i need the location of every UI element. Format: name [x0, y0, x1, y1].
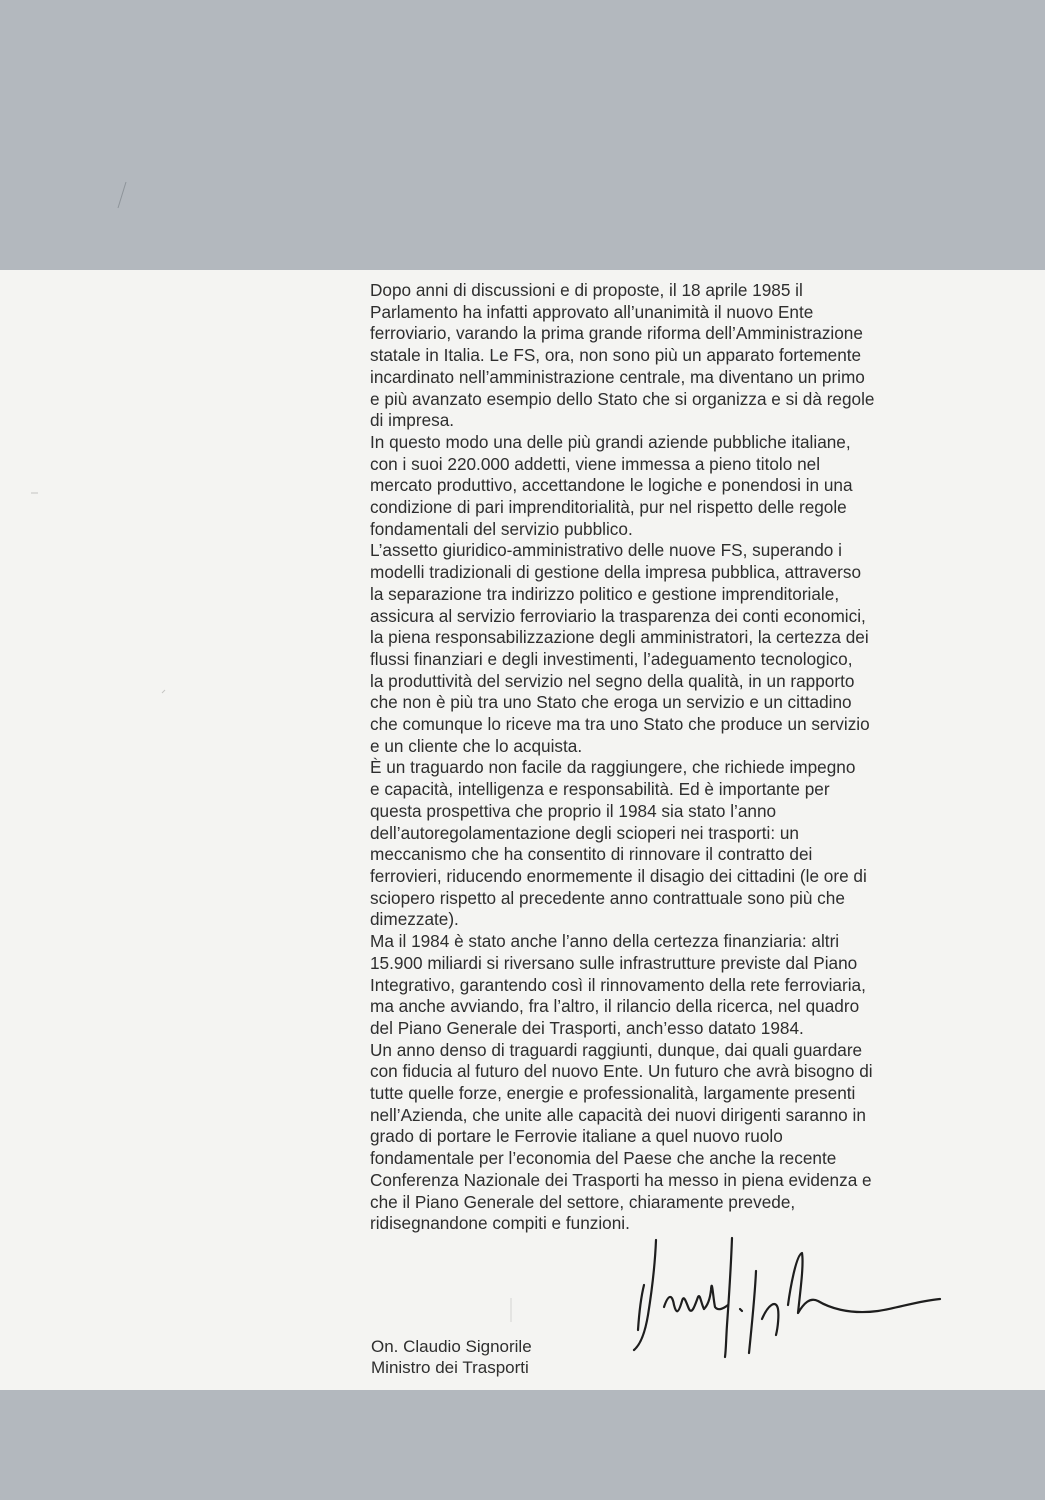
bottom-gray-band — [0, 1390, 1045, 1500]
signatory-name: On. Claudio Signorile — [371, 1337, 532, 1356]
handwritten-signature-icon — [628, 1235, 948, 1365]
scan-mark — [160, 688, 168, 696]
letter-paragraph: In questo modo una delle più grandi aziende pubbliche italiane, con i suoi 220.000 addetti, viene immessa a pieno titolo nel mercato produttivo, accettandone le logiche e ponendosi in una condizione di pari imprenditorialità, pur nel rispetto delle regole fondamentali del servizio pubblico. — [370, 431, 853, 539]
scan-mark — [112, 180, 132, 210]
top-gray-band — [0, 0, 1045, 270]
letter-paragraph: Un anno denso di traguardi raggiunti, dunque, dai quali guardare con fiducia al futuro del nuovo Ente. Un futuro che avrà bisogno di tutte quelle forze, energie e professionalità, largamente presenti nell’Azienda, che unite alle capacità dei nuovi dirigenti saranno in grado di portare le Ferrovie italiane a quel nuovo ruolo fondamentale per l’economia del Paese che anche la recente Conferenza Nazionale dei Trasporti ha messo in piena evidenza e che il Piano Generale del settore, chiaramente prevede, ridisegnandone compiti e funzioni. — [370, 1039, 873, 1234]
letter-paragraph: È un traguardo non facile da raggiungere, che richiede impegno e capacità, intelligenza e responsabilità. Ed è importante per questa prospettiva che proprio il 1984 sia stato l’anno dell’autoregolamentazione degli scioperi nei trasporti: un meccanismo che ha consentito di rinnovare il contratto dei ferrovieri, riducendo enormemente il disagio dei cittadini (le ore di sciopero rispetto al precedente anno contrattuale sono più che dimezzate). — [370, 757, 867, 930]
signatory-role: Ministro dei Trasporti — [371, 1358, 529, 1377]
scan-mark — [508, 1296, 514, 1324]
letter-body — [370, 280, 970, 1235]
letter-paragraph: Dopo anni di discussioni e di proposte, il 18 aprile 1985 il Parlamento ha infatti approvato all’unanimità il nuovo Ente ferroviario, varando la prima grande riforma dell’Amministrazione statale in Italia. Le FS, ora, non sono più un apparato fortemente incardinato nell’amministrazione centrale, ma diventano un primo e più avanzato esempio dello Stato che si organizza e si dà regole di impresa. — [370, 280, 875, 431]
scan-mark — [30, 490, 40, 496]
letter-paragraph: Ma il 1984 è stato anche l’anno della certezza finanziaria: altri 15.900 miliardi si riversano sulle infrastrutture previste dal Piano Integrativo, garantendo così il rinnovamento della rete ferroviaria, ma anche avviando, fra l’altro, il rilancio della ricerca, nel quadro del Piano Generale dei Trasporti, anch’esso datato 1984. — [370, 931, 866, 1038]
signatory-block — [371, 1336, 631, 1378]
letter-paragraph: L’assetto giuridico-amministrativo delle nuove FS, superando i modelli tradizionali di gestione della impresa pubblica, attraverso la separazione tra indirizzo politico e gestione imprenditoriale, assicura al servizio ferroviario la trasparenza dei conti economici, la piena responsabilizzazione degli amministratori, la certezza dei flussi finanziari e degli investimenti, l’adeguamento tecnologico, la produttività del servizio nel segno della qualità, in un rapporto che non è più tra uno Stato che eroga un servizio e un cittadino che comunque lo riceve ma tra uno Stato che produce un servizio e un cliente che lo acquista. — [370, 540, 870, 756]
